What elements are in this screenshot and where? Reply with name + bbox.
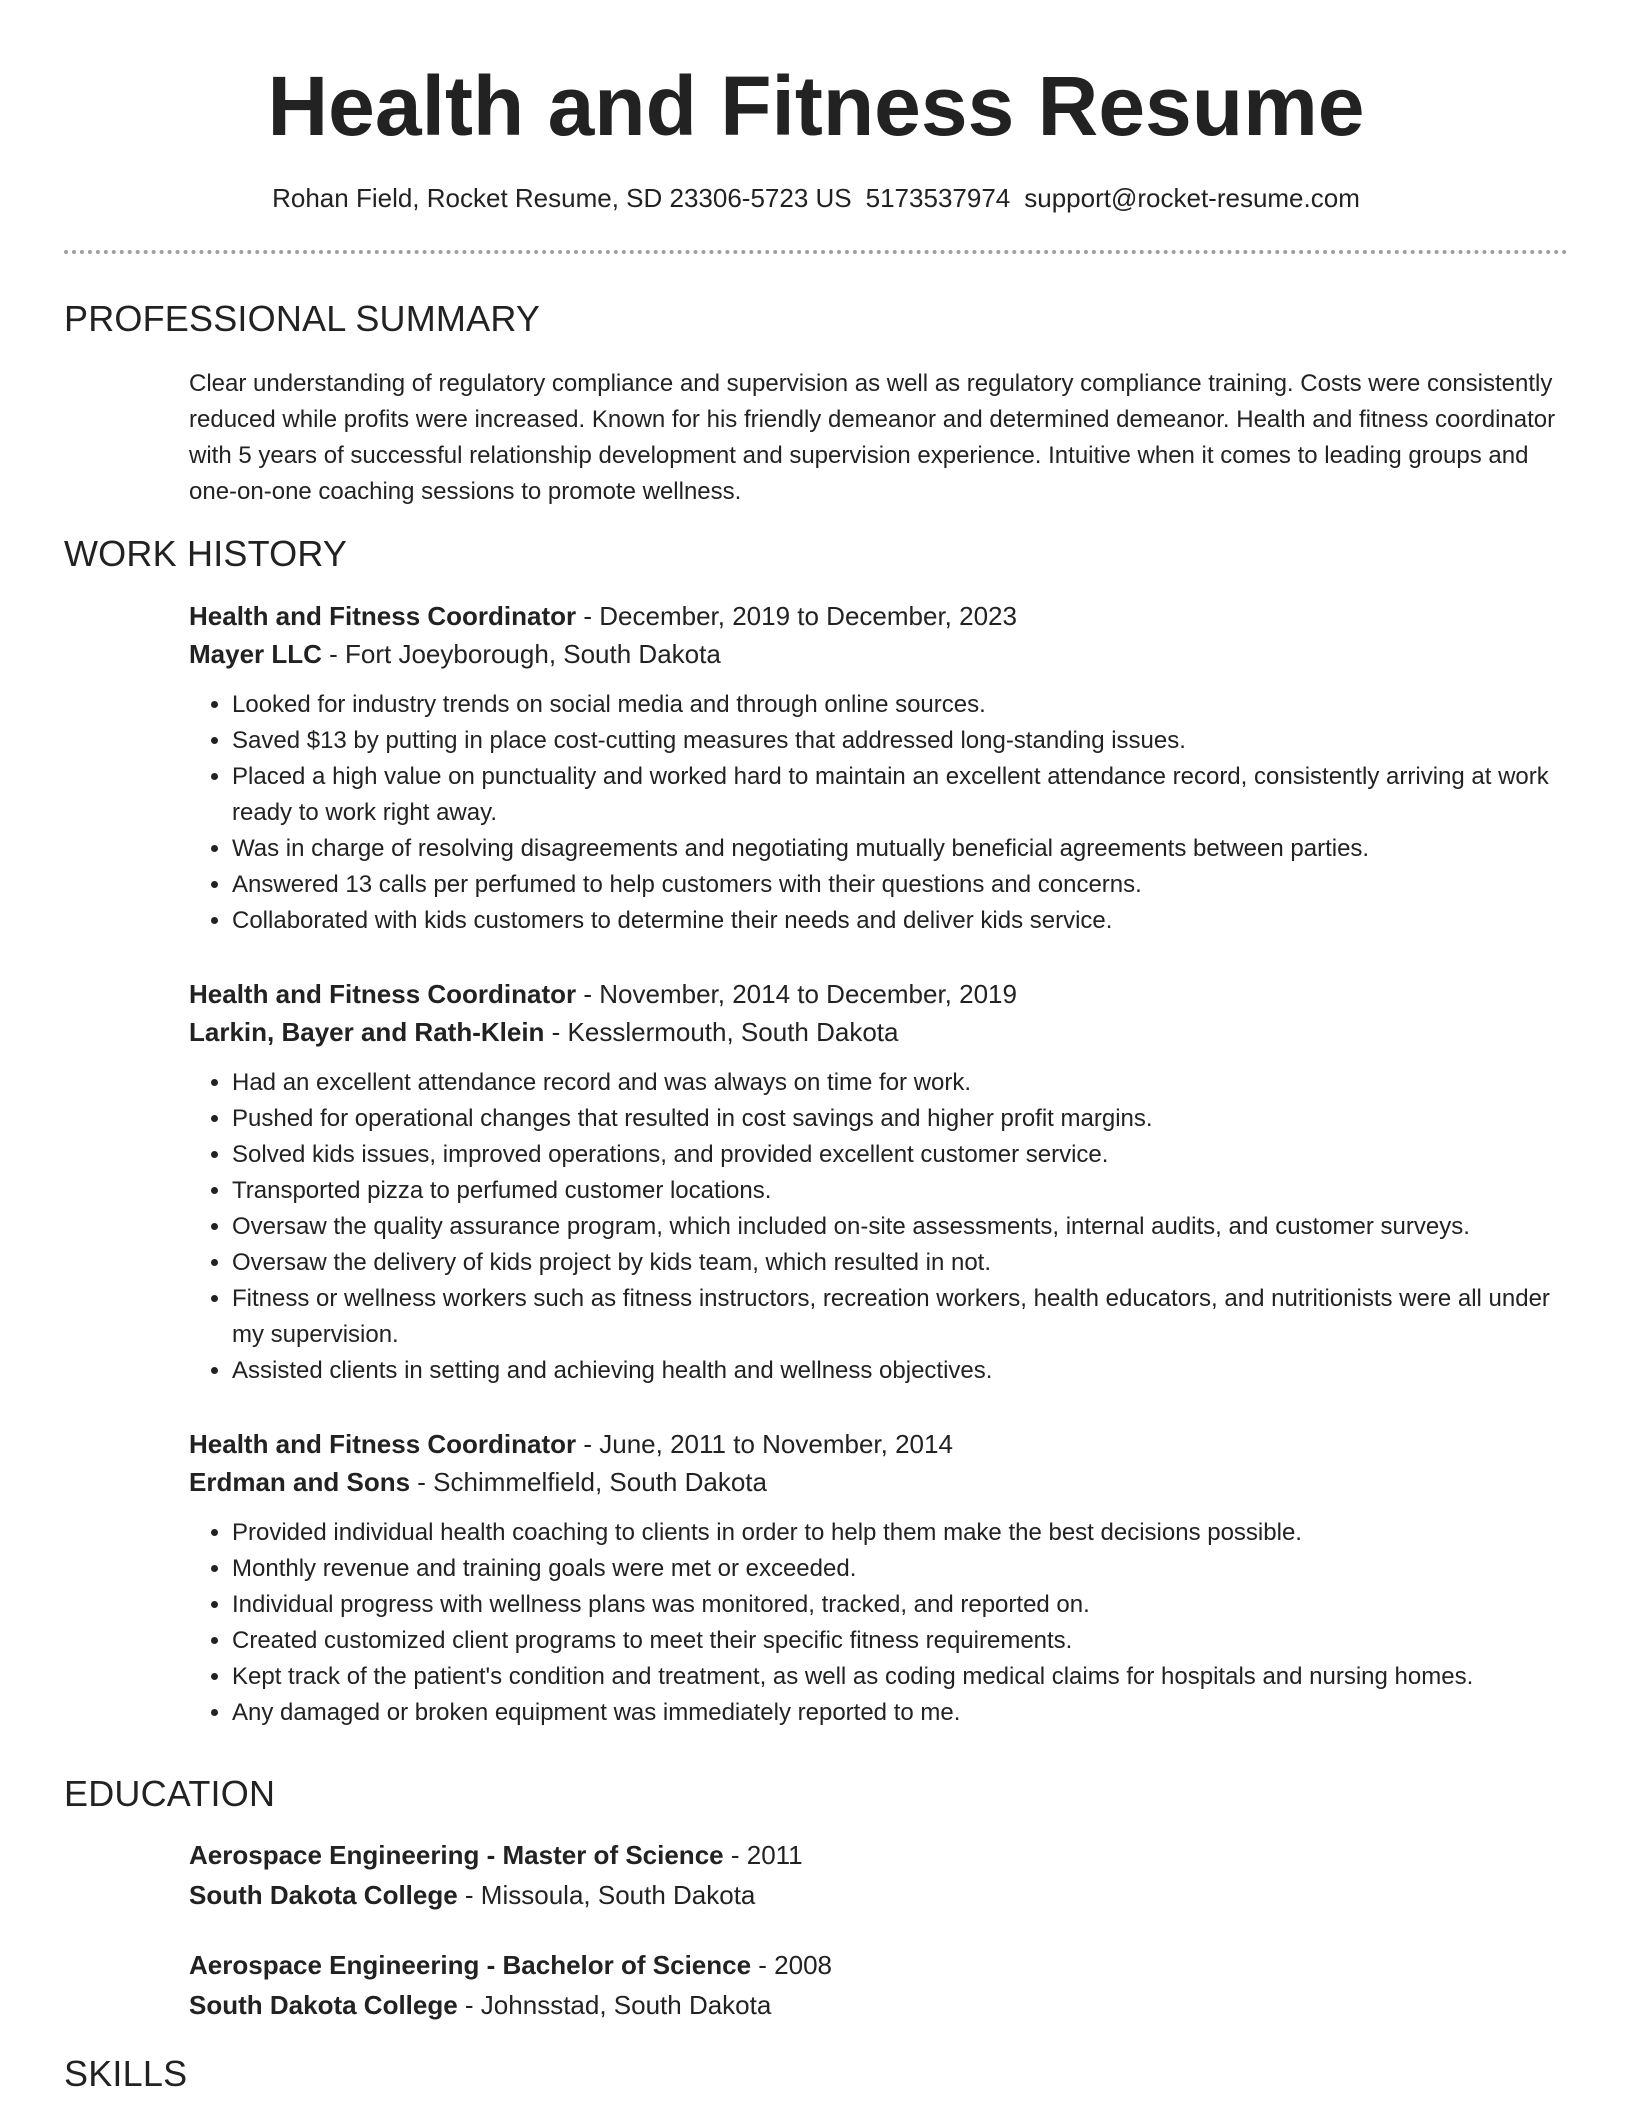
- contact-line: [0, 180, 1632, 216]
- resume-title: Health and Fitness Resume: [267, 59, 1365, 153]
- list-item: • Collaborated with kids customers to determine their needs and deliver kids service.: [232, 903, 1569, 939]
- contact-email: support@rocket-resume.com: [1024, 183, 1360, 213]
- list-item: • Had an excellent attendance record and was always on time for work.: [232, 1065, 1569, 1101]
- section-heading-education: EDUCATION: [64, 1773, 276, 1814]
- job-entry: [189, 597, 1569, 939]
- job-title-line: [189, 1425, 1569, 1463]
- education-location: - Missoula, South Dakota: [457, 1880, 756, 1910]
- list-item: • Looked for industry trends on social media and through online sources.: [232, 687, 1569, 723]
- list-item: • Kept track of the patient's condition and treatment, as well as coding medical claims for hospitals and nursing homes.: [232, 1659, 1569, 1695]
- list-item: • Pushed for operational changes that resulted in cost savings and higher profit margins.: [232, 1101, 1569, 1137]
- list-item: • Placed a high value on punctuality and worked hard to maintain an excellent attendance record, consistently arriving at work ready to work right away.: [232, 759, 1569, 831]
- education-location: - Johnsstad, South Dakota: [457, 1990, 772, 2020]
- list-item: • Oversaw the delivery of kids project by kids team, which resulted in not.: [232, 1245, 1569, 1281]
- list-item: • Fitness or wellness workers such as fitness instructors, recreation workers, health educators, and nutritionists were all under my supervision.: [232, 1281, 1569, 1353]
- job-bullets: [189, 1065, 1569, 1389]
- job-location: - Schimmelfield, South Dakota: [410, 1467, 767, 1497]
- job-dates: - November, 2014 to December, 2019: [576, 979, 1017, 1009]
- education-degree-line: [189, 1946, 1569, 1984]
- list-item: • Assisted clients in setting and achieving health and wellness objectives.: [232, 1353, 1569, 1389]
- job-entry: [189, 975, 1569, 1389]
- summary-text: Clear understanding of regulatory compliance and supervision as well as regulatory compliance training. Costs were consistently reduced while profits were increased. Known for his friendly demeanor and determined demeanor. Health and fitness coordinator with 5 years of successful relationship development and supervision experience. Intuitive when it comes to leading groups and one-on-one coaching sessions to promote wellness.: [189, 370, 1556, 505]
- job-dates: - December, 2019 to December, 2023: [576, 601, 1017, 631]
- list-item: • Any damaged or broken equipment was immediately reported to me.: [232, 1695, 1569, 1731]
- education-degree-line: [189, 1836, 1569, 1874]
- job-title-line: [189, 597, 1569, 635]
- job-title: Health and Fitness Coordinator: [189, 601, 577, 631]
- education-school: South Dakota College: [189, 1990, 458, 2020]
- list-item: • Individual progress with wellness plans was monitored, tracked, and reported on.: [232, 1587, 1569, 1623]
- list-item: • Solved kids issues, improved operations, and provided excellent customer service.: [232, 1137, 1569, 1173]
- job-bullets: [189, 1515, 1569, 1731]
- list-item: • Saved $13 by putting in place cost-cutting measures that addressed long-standing issues.: [232, 723, 1569, 759]
- job-company-line: [189, 1013, 1569, 1051]
- job-title: Health and Fitness Coordinator: [189, 1429, 577, 1459]
- job-company-line: [189, 1463, 1569, 1501]
- list-item: • Monthly revenue and training goals were met or exceeded.: [232, 1551, 1569, 1587]
- list-item: • Oversaw the quality assurance program, which included on-site assessments, internal audits, and customer surveys.: [232, 1209, 1569, 1245]
- education-entry: [189, 1836, 1569, 1914]
- job-dates: - June, 2011 to November, 2014: [576, 1429, 953, 1459]
- list-item: • Transported pizza to perfumed customer locations.: [232, 1173, 1569, 1209]
- list-item: • Created customized client programs to meet their specific fitness requirements.: [232, 1623, 1569, 1659]
- education-year: - 2008: [751, 1950, 833, 1980]
- job-company: Erdman and Sons: [189, 1467, 411, 1497]
- contact-address: Rohan Field, Rocket Resume, SD 23306-5723 US: [272, 183, 852, 213]
- list-item: • Was in charge of resolving disagreements and negotiating mutually beneficial agreements between parties.: [232, 831, 1569, 867]
- education-degree: Aerospace Engineering - Master of Science: [189, 1840, 724, 1870]
- section-heading-summary: PROFESSIONAL SUMMARY: [64, 298, 541, 339]
- education-school: South Dakota College: [189, 1880, 458, 1910]
- job-location: - Fort Joeyborough, South Dakota: [321, 639, 721, 669]
- section-heading-skills: SKILLS: [64, 2053, 188, 2094]
- contact-phone: 5173537974: [865, 183, 1011, 213]
- education-school-line: [189, 1876, 1569, 1914]
- job-title: Health and Fitness Coordinator: [189, 979, 577, 1009]
- job-company: Mayer LLC: [189, 639, 322, 669]
- list-item: • Provided individual health coaching to clients in order to help them make the best decisions possible.: [232, 1515, 1569, 1551]
- section-heading-work-history: WORK HISTORY: [64, 533, 348, 574]
- list-item: • Answered 13 calls per perfumed to help customers with their questions and concerns.: [232, 867, 1569, 903]
- job-entry: [189, 1425, 1569, 1731]
- education-degree: Aerospace Engineering - Bachelor of Science: [189, 1950, 752, 1980]
- job-company: Larkin, Bayer and Rath-Klein: [189, 1017, 545, 1047]
- header-divider: [64, 250, 1568, 254]
- job-company-line: [189, 635, 1569, 673]
- education-year: - 2011: [723, 1840, 803, 1870]
- job-location: - Kesslermouth, South Dakota: [544, 1017, 899, 1047]
- job-bullets: [189, 687, 1569, 939]
- job-title-line: [189, 975, 1569, 1013]
- education-school-line: [189, 1986, 1569, 2024]
- education-entry: [189, 1946, 1569, 2024]
